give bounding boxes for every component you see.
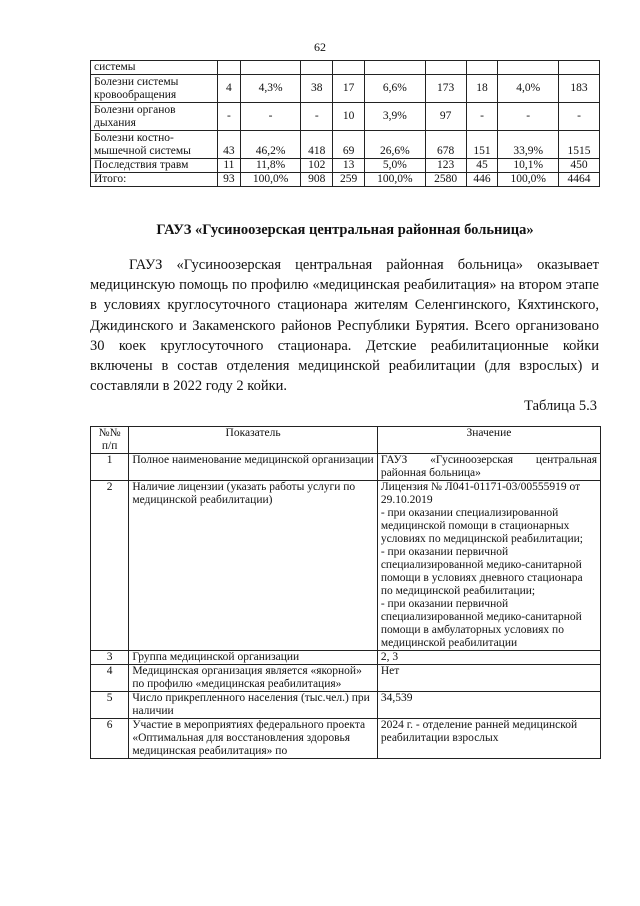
table-cell: 18 bbox=[466, 75, 498, 103]
table-cell: 183 bbox=[559, 75, 600, 103]
organization-info-table bbox=[90, 426, 601, 759]
table-cell: Болезни системы кровообращения bbox=[91, 75, 218, 103]
table-cell: 33,9% bbox=[498, 131, 559, 159]
table-cell bbox=[301, 61, 333, 75]
table-cell: 10,1% bbox=[498, 159, 559, 173]
table-cell: 102 bbox=[301, 159, 333, 173]
table-cell bbox=[365, 61, 426, 75]
table-cell: 151 bbox=[466, 131, 498, 159]
disease-stats-table bbox=[90, 60, 600, 187]
row-value: Нет bbox=[377, 665, 600, 692]
table-cell: - bbox=[240, 103, 301, 131]
table-cell bbox=[333, 61, 365, 75]
table-cell: 38 bbox=[301, 75, 333, 103]
table-cell: 43 bbox=[218, 131, 241, 159]
body-paragraph: ГАУЗ «Гусиноозерская центральная районная больница» оказывает медицинскую помощь по профилю «медицинская реабилитация» на втором этапе в условиях круглосуточного стационара жителям Селенгинского, Кяхтинского, Джидинского и Закаменского районов Республики Бурятия. Всего организовано 30 коек круглосуточного стационара. Детские реабилитационные койки включены в состав отделения медицинской реабилитации (для взрослых) и составляли в 2022 году 2 койки. bbox=[90, 257, 599, 395]
table-cell: 259 bbox=[333, 173, 365, 187]
table-row bbox=[91, 103, 600, 131]
table-cell: 69 bbox=[333, 131, 365, 159]
table-header-row bbox=[91, 427, 601, 454]
table-row bbox=[91, 454, 601, 481]
table-cell: - bbox=[498, 103, 559, 131]
table-cell: 4464 bbox=[559, 173, 600, 187]
row-num: 2 bbox=[91, 481, 129, 651]
table-cell: 5,0% bbox=[365, 159, 426, 173]
table-row bbox=[91, 665, 601, 692]
row-value: ГАУЗ «Гусиноозерская центральная районная больница» bbox=[377, 454, 600, 481]
table-cell: Последствия травм bbox=[91, 159, 218, 173]
table-cell: 46,2% bbox=[240, 131, 301, 159]
table-cell: 17 bbox=[333, 75, 365, 103]
table-cell bbox=[218, 61, 241, 75]
table-cell: 908 bbox=[301, 173, 333, 187]
row-value: 2, 3 bbox=[377, 651, 600, 665]
table-cell: 26,6% bbox=[365, 131, 426, 159]
table-cell: Болезни органов дыхания bbox=[91, 103, 218, 131]
row-num: 6 bbox=[91, 719, 129, 759]
row-value: 2024 г. - отделение ранней медицинской реабилитации взрослых bbox=[377, 719, 600, 759]
table-cell: 173 bbox=[425, 75, 466, 103]
header-num: №№ п/п bbox=[91, 427, 129, 454]
table-row bbox=[91, 159, 600, 173]
row-num: 4 bbox=[91, 665, 129, 692]
table-cell: 4,0% bbox=[498, 75, 559, 103]
table-cell: - bbox=[466, 103, 498, 131]
table-cell: 100,0% bbox=[365, 173, 426, 187]
table-cell bbox=[498, 61, 559, 75]
section-heading: ГАУЗ «Гусиноозерская центральная районная больница» bbox=[156, 222, 534, 238]
table-row bbox=[91, 651, 601, 665]
table-cell: - bbox=[301, 103, 333, 131]
table-cell: 2580 bbox=[425, 173, 466, 187]
row-num: 1 bbox=[91, 454, 129, 481]
table-cell: 4,3% bbox=[240, 75, 301, 103]
table-cell: Болезни костно-мышечной системы bbox=[91, 131, 218, 159]
table-row bbox=[91, 692, 601, 719]
row-indicator: Число прикрепленного населения (тыс.чел.) при наличии bbox=[129, 692, 378, 719]
table-cell: 450 bbox=[559, 159, 600, 173]
row-indicator: Группа медицинской организации bbox=[129, 651, 378, 665]
table-cell bbox=[425, 61, 466, 75]
table-cell: 100,0% bbox=[498, 173, 559, 187]
row-num: 3 bbox=[91, 651, 129, 665]
table-row bbox=[91, 481, 601, 651]
header-indicator: Показатель bbox=[129, 427, 378, 454]
table-cell: 45 bbox=[466, 159, 498, 173]
table-cell: 678 bbox=[425, 131, 466, 159]
page-number: 62 bbox=[314, 40, 326, 54]
table-cell bbox=[466, 61, 498, 75]
table-cell bbox=[240, 61, 301, 75]
table-cell: 11 bbox=[218, 159, 241, 173]
row-value: Лицензия № Л041-01171-03/00555919 от 29.10.2019 - при оказании специализированной медицинской помощи в стационарных условиях по медицинской реабилитации; - при оказании первичной специализированной медико-санитарной помощи в условиях дневного стационара по медицинской реабилитации; - при оказании первичной специализированной медико-санитарной помощи в амбулаторных условиях по медицинской реабилитации bbox=[377, 481, 600, 651]
table-cell: 4 bbox=[218, 75, 241, 103]
row-indicator: Медицинская организация является «якорной» по профилю «медицинская реабилитация» bbox=[129, 665, 378, 692]
row-indicator: Наличие лицензии (указать работы услуги по медицинской реабилитации) bbox=[129, 481, 378, 651]
table-cell: 446 bbox=[466, 173, 498, 187]
table-cell: Итого: bbox=[91, 173, 218, 187]
row-num: 5 bbox=[91, 692, 129, 719]
header-value: Значение bbox=[377, 427, 600, 454]
table-cell: 100,0% bbox=[240, 173, 301, 187]
table-row bbox=[91, 719, 601, 759]
table-cell: - bbox=[559, 103, 600, 131]
row-value: 34,539 bbox=[377, 692, 600, 719]
table-cell: 97 bbox=[425, 103, 466, 131]
table-row bbox=[91, 173, 600, 187]
table-cell: 418 bbox=[301, 131, 333, 159]
table-row bbox=[91, 61, 600, 75]
row-indicator: Участие в мероприятиях федерального проекта «Оптимальная для восстановления здоровья медицинская реабилитация» по bbox=[129, 719, 378, 759]
table-cell: 123 bbox=[425, 159, 466, 173]
row-indicator: Полное наименование медицинской организации bbox=[129, 454, 378, 481]
table-cell: - bbox=[218, 103, 241, 131]
table-row bbox=[91, 75, 600, 103]
table-caption: Таблица 5.3 bbox=[524, 398, 597, 414]
table-cell: 3,9% bbox=[365, 103, 426, 131]
table-cell: 13 bbox=[333, 159, 365, 173]
table-cell: 6,6% bbox=[365, 75, 426, 103]
table-cell bbox=[559, 61, 600, 75]
table-cell: 10 bbox=[333, 103, 365, 131]
table-cell: системы bbox=[91, 61, 218, 75]
table-row bbox=[91, 131, 600, 159]
table-cell: 1515 bbox=[559, 131, 600, 159]
table-cell: 11,8% bbox=[240, 159, 301, 173]
table-cell: 93 bbox=[218, 173, 241, 187]
